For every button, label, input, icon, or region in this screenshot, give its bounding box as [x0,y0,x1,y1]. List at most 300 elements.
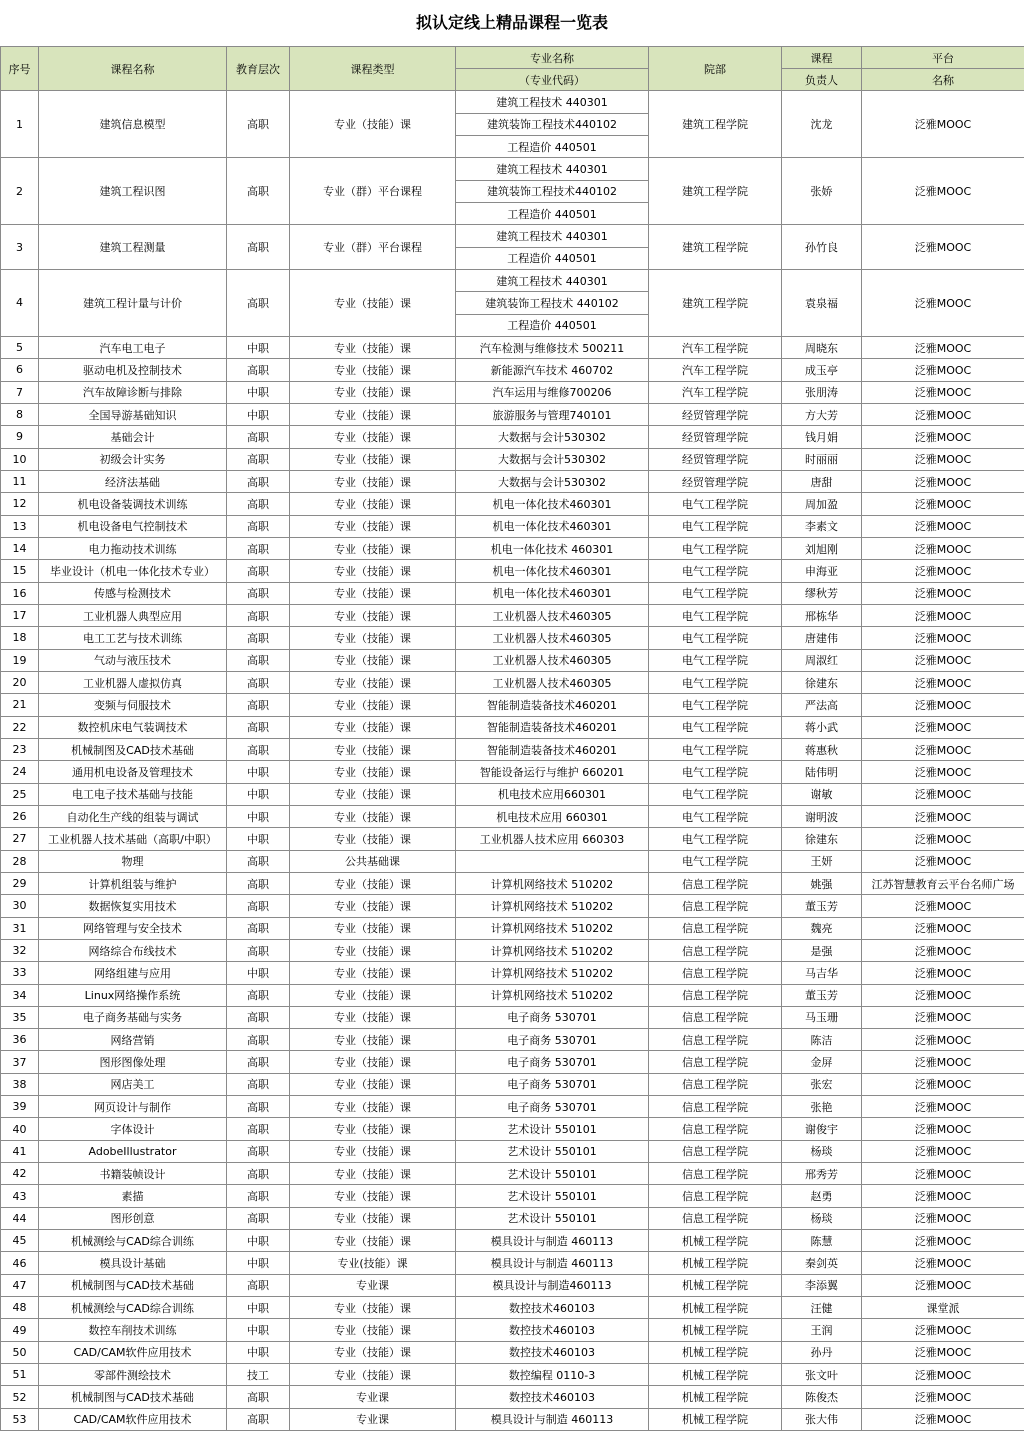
cell-major: 建筑工程技术 440301 [456,225,649,247]
cell-platform: 泛雅MOOC [862,448,1024,470]
cell-course-type: 专业（技能）课 [290,1029,456,1051]
cell-dept: 信息工程学院 [649,872,782,894]
table-row [1,671,1024,693]
cell-seq: 7 [1,381,39,403]
cell-major: 工程造价 440501 [456,203,649,225]
cell-level: 高职 [227,270,290,337]
cell-seq: 50 [1,1341,39,1363]
cell-course-name: 基础会计 [39,426,227,448]
table-row [1,1163,1024,1185]
cell-seq: 43 [1,1185,39,1207]
cell-dept: 电气工程学院 [649,493,782,515]
cell-seq: 19 [1,649,39,671]
cell-seq: 20 [1,671,39,693]
cell-dept: 机械工程学院 [649,1297,782,1319]
cell-dept: 信息工程学院 [649,939,782,961]
cell-course-type: 专业（技能）课 [290,91,456,158]
cell-lead: 王润 [782,1319,862,1341]
cell-major: 旅游服务与管理740101 [456,403,649,425]
cell-platform: 泛雅MOOC [862,1163,1024,1185]
cell-course-name: 网络综合布线技术 [39,939,227,961]
cell-level: 高职 [227,872,290,894]
cell-course-name: 网络管理与安全技术 [39,917,227,939]
cell-level: 高职 [227,493,290,515]
cell-course-name: 自动化生产线的组装与调试 [39,805,227,827]
cell-course-type: 专业（技能）课 [290,671,456,693]
cell-major: 计算机网络技术 510202 [456,917,649,939]
cell-lead: 秦剑英 [782,1252,862,1274]
cell-dept: 电气工程学院 [649,604,782,626]
cell-level: 高职 [227,627,290,649]
cell-lead: 陈洁 [782,1029,862,1051]
cell-course-type: 专业（技能）课 [290,1230,456,1252]
cell-lead: 孙竹良 [782,225,862,270]
header-major-bottom: （专业代码） [456,69,649,91]
cell-major: 模具设计与制造 460113 [456,1408,649,1430]
cell-platform: 泛雅MOOC [862,1051,1024,1073]
cell-course-name: 工业机器人技术基础（高职/中职） [39,828,227,850]
cell-lead: 陆伟明 [782,761,862,783]
header-platform-top: 平台 [862,47,1024,69]
cell-major: 大数据与会计530302 [456,426,649,448]
cell-level: 高职 [227,671,290,693]
cell-level: 中职 [227,805,290,827]
cell-platform: 泛雅MOOC [862,694,1024,716]
cell-course-name: 图形图像处理 [39,1051,227,1073]
cell-level: 中职 [227,336,290,358]
cell-platform: 泛雅MOOC [862,1230,1024,1252]
cell-lead: 张宏 [782,1073,862,1095]
cell-seq: 13 [1,515,39,537]
cell-lead: 陈慧 [782,1230,862,1252]
cell-course-name: 气动与液压技术 [39,649,227,671]
cell-course-type: 专业（技能）课 [290,426,456,448]
table-row [1,470,1024,492]
cell-dept: 信息工程学院 [649,1207,782,1229]
cell-course-name: 网店美工 [39,1073,227,1095]
table-row [1,1230,1024,1252]
cell-platform: 泛雅MOOC [862,560,1024,582]
cell-platform: 泛雅MOOC [862,939,1024,961]
cell-dept: 信息工程学院 [649,1051,782,1073]
cell-course-type: 专业（技能）课 [290,493,456,515]
cell-major: 大数据与会计530302 [456,448,649,470]
cell-course-type: 专业（技能）课 [290,1185,456,1207]
cell-level: 中职 [227,783,290,805]
cell-lead: 钱月娟 [782,426,862,448]
cell-dept: 汽车工程学院 [649,381,782,403]
cell-course-type: 专业课 [290,1274,456,1296]
cell-major: 工业机器人技术460305 [456,671,649,693]
cell-dept: 机械工程学院 [649,1408,782,1430]
cell-level: 高职 [227,895,290,917]
cell-dept: 信息工程学院 [649,1118,782,1140]
cell-seq: 14 [1,537,39,559]
cell-seq: 48 [1,1297,39,1319]
cell-dept: 电气工程学院 [649,738,782,760]
cell-course-name: 数据恢复实用技术 [39,895,227,917]
cell-lead: 张大伟 [782,1408,862,1430]
cell-seq: 24 [1,761,39,783]
header-level: 教育层次 [227,47,290,91]
cell-course-type: 专业（技能）课 [290,1096,456,1118]
cell-level: 高职 [227,1051,290,1073]
cell-level: 高职 [227,1185,290,1207]
cell-platform: 泛雅MOOC [862,1029,1024,1051]
cell-course-name: 建筑工程识图 [39,158,227,225]
cell-level: 高职 [227,1207,290,1229]
cell-course-name: 物理 [39,850,227,872]
cell-platform: 泛雅MOOC [862,1274,1024,1296]
cell-course-type: 专业（群）平台课程 [290,225,456,270]
cell-platform: 泛雅MOOC [862,627,1024,649]
cell-course-type: 专业（技能）课 [290,1006,456,1028]
cell-level: 高职 [227,426,290,448]
cell-major: 智能制造装备技术460201 [456,716,649,738]
cell-major: 计算机网络技术 510202 [456,962,649,984]
cell-platform: 泛雅MOOC [862,470,1024,492]
cell-seq: 27 [1,828,39,850]
cell-seq: 31 [1,917,39,939]
cell-course-name: 数控机床电气装调技术 [39,716,227,738]
cell-level: 高职 [227,738,290,760]
cell-course-type: 专业（技能）课 [290,359,456,381]
cell-dept: 信息工程学院 [649,1029,782,1051]
cell-seq: 25 [1,783,39,805]
cell-lead: 李素文 [782,515,862,537]
cell-major: 机电一体化技术460301 [456,493,649,515]
cell-seq: 11 [1,470,39,492]
cell-level: 高职 [227,582,290,604]
cell-major: 机电一体化技术460301 [456,560,649,582]
table-row [1,917,1024,939]
cell-platform: 泛雅MOOC [862,850,1024,872]
cell-course-type: 专业（技能）课 [290,1140,456,1162]
cell-course-type: 专业（技能）课 [290,381,456,403]
cell-level: 高职 [227,1029,290,1051]
cell-course-name: 变频与伺服技术 [39,694,227,716]
cell-seq: 16 [1,582,39,604]
cell-platform: 泛雅MOOC [862,270,1024,337]
cell-major: 工业机器人技术460305 [456,627,649,649]
cell-course-name: 机械测绘与CAD综合训练 [39,1230,227,1252]
cell-major: 智能制造装备技术460201 [456,694,649,716]
cell-dept: 建筑工程学院 [649,91,782,158]
cell-lead: 缪秋芳 [782,582,862,604]
cell-course-type: 专业（技能）课 [290,939,456,961]
cell-course-name: 字体设计 [39,1118,227,1140]
cell-seq: 37 [1,1051,39,1073]
header-major-top: 专业名称 [456,47,649,69]
cell-dept: 信息工程学院 [649,1006,782,1028]
cell-dept: 电气工程学院 [649,515,782,537]
cell-course-type: 专业（技能）课 [290,515,456,537]
cell-dept: 电气工程学院 [649,783,782,805]
cell-lead: 成玉亭 [782,359,862,381]
cell-dept: 信息工程学院 [649,1140,782,1162]
cell-seq: 46 [1,1252,39,1274]
cell-major: 工程造价 440501 [456,247,649,269]
cell-platform: 课堂派 [862,1297,1024,1319]
cell-lead: 时丽丽 [782,448,862,470]
cell-course-name: 网页设计与制作 [39,1096,227,1118]
cell-seq: 5 [1,336,39,358]
cell-platform: 泛雅MOOC [862,225,1024,270]
header-platform-bottom: 名称 [862,69,1024,91]
cell-platform: 泛雅MOOC [862,537,1024,559]
cell-level: 高职 [227,359,290,381]
cell-dept: 电气工程学院 [649,627,782,649]
table-row [1,627,1024,649]
cell-level: 高职 [227,1096,290,1118]
cell-lead: 邢栋华 [782,604,862,626]
header-course-name: 课程名称 [39,47,227,91]
cell-platform: 泛雅MOOC [862,828,1024,850]
cell-major: 数控技术460103 [456,1386,649,1408]
cell-level: 高职 [227,560,290,582]
table-header [1,47,1024,91]
cell-level: 高职 [227,984,290,1006]
cell-dept: 机械工程学院 [649,1319,782,1341]
cell-lead: 沈龙 [782,91,862,158]
cell-level: 中职 [227,1230,290,1252]
cell-course-type: 专业课 [290,1408,456,1430]
cell-course-name: 建筑工程测量 [39,225,227,270]
table-row [1,1341,1024,1363]
cell-course-name: 素描 [39,1185,227,1207]
cell-level: 高职 [227,1408,290,1430]
cell-platform: 泛雅MOOC [862,604,1024,626]
cell-course-name: CAD/CAM软件应用技术 [39,1408,227,1430]
cell-course-type: 专业（技能）课 [290,1319,456,1341]
cell-seq: 40 [1,1118,39,1140]
cell-dept: 经贸管理学院 [649,470,782,492]
cell-seq: 49 [1,1319,39,1341]
cell-lead: 马吉华 [782,962,862,984]
cell-level: 高职 [227,604,290,626]
cell-seq: 2 [1,158,39,225]
cell-major: 艺术设计 550101 [456,1140,649,1162]
cell-platform: 泛雅MOOC [862,984,1024,1006]
cell-platform: 泛雅MOOC [862,1096,1024,1118]
cell-major: 工业机器人技术应用 660303 [456,828,649,850]
cell-platform: 泛雅MOOC [862,761,1024,783]
header-seq: 序号 [1,47,39,91]
header-lead-top: 课程 [782,47,862,69]
cell-lead: 张朋涛 [782,381,862,403]
cell-course-type: 专业（技能）课 [290,962,456,984]
table-row [1,448,1024,470]
cell-course-name: 机电设备电气控制技术 [39,515,227,537]
table-row [1,850,1024,872]
table-row [1,225,1024,247]
table-row [1,716,1024,738]
cell-course-name: 初级会计实务 [39,448,227,470]
cell-lead: 是强 [782,939,862,961]
cell-course-name: 驱动电机及控制技术 [39,359,227,381]
cell-lead: 张文叶 [782,1364,862,1386]
cell-platform: 泛雅MOOC [862,1207,1024,1229]
cell-platform: 泛雅MOOC [862,1118,1024,1140]
table-row [1,895,1024,917]
cell-course-type: 专业（技能）课 [290,895,456,917]
cell-course-type: 专业（技能）课 [290,582,456,604]
cell-major: 艺术设计 550101 [456,1207,649,1229]
cell-seq: 39 [1,1096,39,1118]
cell-level: 技工 [227,1364,290,1386]
cell-lead: 徐建东 [782,828,862,850]
table-row [1,1252,1024,1274]
cell-major: 计算机网络技术 510202 [456,895,649,917]
table-row [1,1207,1024,1229]
cell-major [456,850,649,872]
cell-platform: 泛雅MOOC [862,381,1024,403]
cell-seq: 12 [1,493,39,515]
cell-platform: 泛雅MOOC [862,895,1024,917]
cell-seq: 36 [1,1029,39,1051]
table-row [1,962,1024,984]
cell-platform: 泛雅MOOC [862,1073,1024,1095]
cell-platform: 泛雅MOOC [862,649,1024,671]
cell-seq: 10 [1,448,39,470]
table-row [1,984,1024,1006]
cell-lead: 邢秀芳 [782,1163,862,1185]
cell-course-type: 专业（技能）课 [290,470,456,492]
cell-lead: 魏亮 [782,917,862,939]
cell-course-name: 建筑信息模型 [39,91,227,158]
cell-level: 中职 [227,1297,290,1319]
cell-major: 计算机网络技术 510202 [456,984,649,1006]
cell-course-name: 电工工艺与技术训练 [39,627,227,649]
cell-major: 模具设计与制造460113 [456,1274,649,1296]
cell-course-type: 专业（技能）课 [290,872,456,894]
cell-seq: 15 [1,560,39,582]
cell-lead: 方大芳 [782,403,862,425]
cell-dept: 信息工程学院 [649,895,782,917]
cell-major: 电子商务 530701 [456,1051,649,1073]
header-dept: 院部 [649,47,782,91]
cell-course-name: 工业机器人典型应用 [39,604,227,626]
cell-course-type: 专业（技能）课 [290,984,456,1006]
cell-major: 工业机器人技术460305 [456,604,649,626]
cell-course-name: 书籍装帧设计 [39,1163,227,1185]
cell-major: 建筑工程技术 440301 [456,91,649,113]
cell-course-type: 专业（群）平台课程 [290,158,456,225]
cell-level: 中职 [227,1319,290,1341]
cell-platform: 泛雅MOOC [862,1140,1024,1162]
cell-dept: 机械工程学院 [649,1274,782,1296]
cell-major: 艺术设计 550101 [456,1118,649,1140]
cell-course-type: 专业（技能）课 [290,783,456,805]
cell-major: 模具设计与制造 460113 [456,1252,649,1274]
cell-course-type: 专业(技能）课 [290,1252,456,1274]
cell-major: 模具设计与制造 460113 [456,1230,649,1252]
cell-lead: 周淑红 [782,649,862,671]
cell-course-type: 专业（技能）课 [290,627,456,649]
cell-level: 高职 [227,694,290,716]
table-row [1,158,1024,180]
cell-platform: 江苏智慧教育云平台名师广场 [862,872,1024,894]
cell-course-name: 电力拖动技术训练 [39,537,227,559]
table-row [1,359,1024,381]
table-row [1,1408,1024,1430]
table-row [1,91,1024,113]
cell-course-type: 公共基础课 [290,850,456,872]
cell-dept: 机械工程学院 [649,1364,782,1386]
cell-seq: 35 [1,1006,39,1028]
cell-major: 艺术设计 550101 [456,1163,649,1185]
cell-course-type: 专业（技能）课 [290,1051,456,1073]
cell-seq: 1 [1,91,39,158]
cell-course-name: 通用机电设备及管理技术 [39,761,227,783]
cell-course-type: 专业（技能）课 [290,560,456,582]
cell-lead: 赵勇 [782,1185,862,1207]
cell-dept: 电气工程学院 [649,582,782,604]
cell-course-type: 专业（技能）课 [290,1341,456,1363]
cell-dept: 电气工程学院 [649,716,782,738]
cell-course-name: 电工电子技术基础与技能 [39,783,227,805]
cell-major: 汽车运用与维修700206 [456,381,649,403]
table-row [1,1297,1024,1319]
cell-lead: 张艳 [782,1096,862,1118]
cell-dept: 机械工程学院 [649,1252,782,1274]
cell-major: 工业机器人技术460305 [456,649,649,671]
table-row [1,694,1024,716]
cell-lead: 金屏 [782,1051,862,1073]
cell-lead: 董玉芳 [782,984,862,1006]
cell-dept: 电气工程学院 [649,805,782,827]
cell-lead: 谢明波 [782,805,862,827]
cell-major: 机电技术应用660301 [456,783,649,805]
cell-lead: 申海亚 [782,560,862,582]
cell-seq: 17 [1,604,39,626]
cell-platform: 泛雅MOOC [862,805,1024,827]
cell-major: 数控编程 0110-3 [456,1364,649,1386]
header-row-top [1,47,1024,69]
cell-seq: 53 [1,1408,39,1430]
cell-platform: 泛雅MOOC [862,359,1024,381]
cell-lead: 徐建东 [782,671,862,693]
cell-level: 中职 [227,1252,290,1274]
cell-major: 建筑工程技术 440301 [456,270,649,292]
cell-platform: 泛雅MOOC [862,1364,1024,1386]
cell-level: 中职 [227,403,290,425]
header-course-type: 课程类型 [290,47,456,91]
cell-major: 智能设备运行与维护 660201 [456,761,649,783]
cell-course-name: 电子商务基础与实务 [39,1006,227,1028]
table-row [1,1386,1024,1408]
cell-level: 高职 [227,1073,290,1095]
cell-major: 建筑装饰工程技术440102 [456,180,649,202]
cell-course-name: Linux网络操作系统 [39,984,227,1006]
cell-major: 电子商务 530701 [456,1096,649,1118]
cell-major: 新能源汽车技术 460702 [456,359,649,381]
cell-platform: 泛雅MOOC [862,336,1024,358]
cell-dept: 信息工程学院 [649,1185,782,1207]
cell-dept: 电气工程学院 [649,649,782,671]
cell-dept: 电气工程学院 [649,671,782,693]
cell-platform: 泛雅MOOC [862,403,1024,425]
cell-dept: 信息工程学院 [649,1073,782,1095]
cell-course-name: 网络组建与应用 [39,962,227,984]
cell-dept: 电气工程学院 [649,560,782,582]
cell-major: 机电一体化技术460301 [456,515,649,537]
cell-seq: 22 [1,716,39,738]
cell-course-type: 专业课 [290,1386,456,1408]
cell-lead: 陈俊杰 [782,1386,862,1408]
cell-course-name: 网络营销 [39,1029,227,1051]
table-row [1,604,1024,626]
